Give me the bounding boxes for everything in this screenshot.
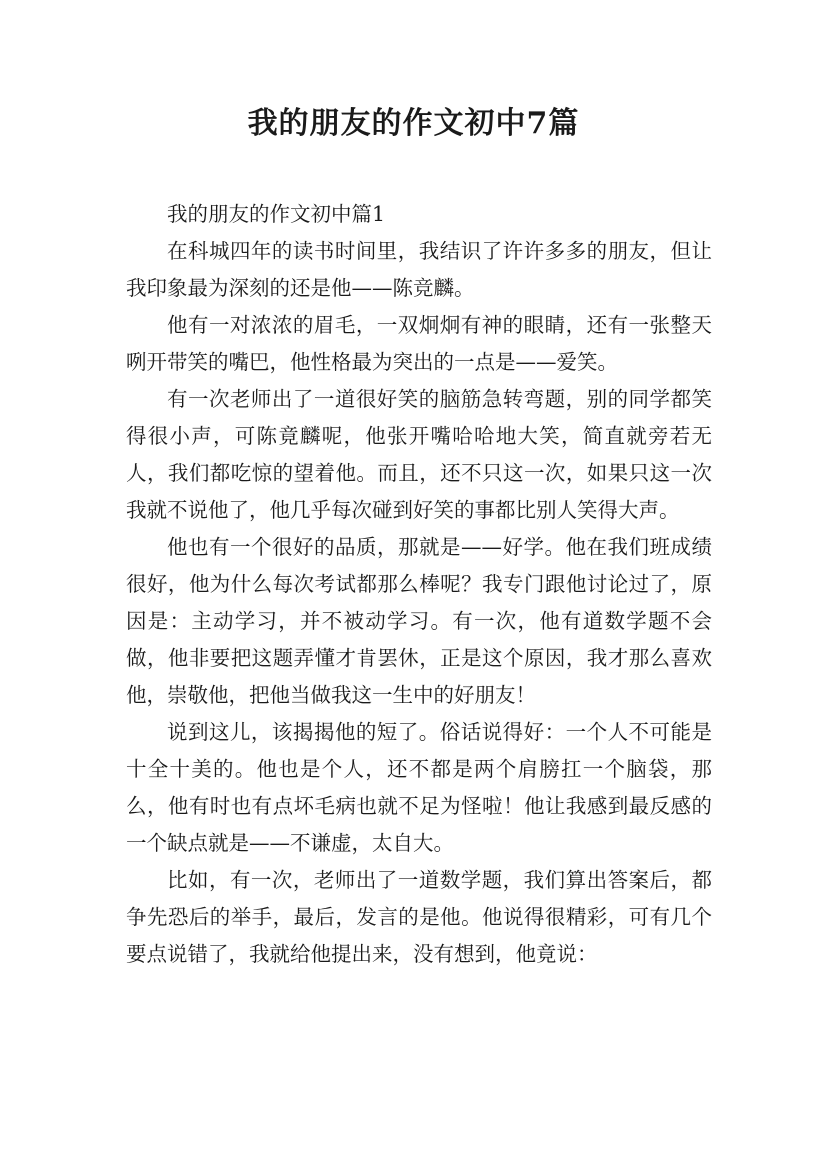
document-title: 我的朋友的作文初中7篇 [247, 106, 580, 141]
paragraph: 有一次老师出了一道很好笑的脑筋急转弯题，别的同学都笑得很小声，可陈竟麟呢，他张开嘴哈哈地大笑，简直就旁若无人，我们都吃惊的望着他。而且，还不只这一次，如果只这一次我就不说他了，他几乎每次碰到好笑的事都比别人笑得大声。 [126, 387, 712, 522]
paragraph: 他也有一个很好的品质，那就是——好学。他在我们班成绩很好，他为什么每次考试都那么棒呢？我专门跟他讨论过了，原因是：主动学习，并不被动学习。有一次，他有道数学题不会做，他非要把这题弄懂才肯罢休，正是这个原因，我才那么喜欢他，崇敬他，把他当做我这一生中的好朋友！ [126, 535, 712, 707]
paragraph: 说到这儿，该揭揭他的短了。俗话说得好：一个人不可能是十全十美的。他也是个人，还不都是两个肩膀扛一个脑袋，那么，他有时也有点坏毛病也就不足为怪啦！他让我感到最反感的一个缺点就是——不谦虚，太自大。 [126, 720, 712, 855]
paragraph: 他有一对浓浓的眉毛，一双炯炯有神的眼睛，还有一张整天咧开带笑的嘴巴，他性格最为突出的一点是——爱笑。 [126, 313, 712, 374]
paragraph: 比如，有一次，老师出了一道数学题，我们算出答案后，都争先恐后的举手，最后，发言的是他。他说得很精彩，可有几个要点说错了，我就给他提出来，没有想到，他竟说： [126, 868, 712, 966]
section-heading: 我的朋友的作文初中篇1 [167, 202, 386, 226]
document-body [126, 196, 712, 973]
paragraph: 在科城四年的读书时间里，我结识了许许多多的朋友，但让我印象最为深刻的还是他——陈竞麟。 [126, 239, 712, 300]
